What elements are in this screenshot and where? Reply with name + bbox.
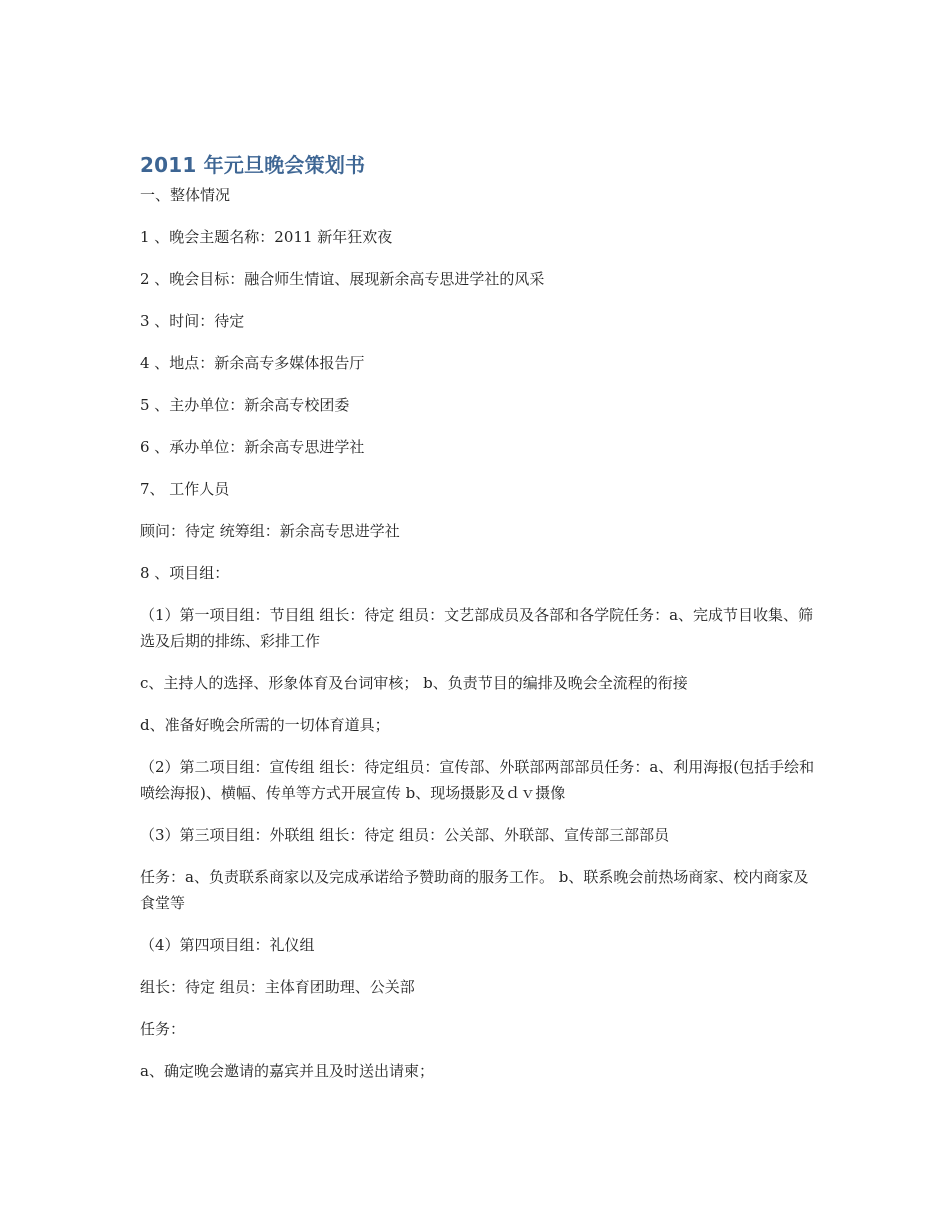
paragraph-organizer: 5 、主办单位：新余高专校团委: [140, 396, 350, 414]
paragraph-undertaker: 6 、承办单位：新余高专思进学社: [140, 438, 365, 456]
paragraph-group-4-tasks-label: 任务：: [140, 1020, 186, 1038]
paragraph-advisor: 顾问：待定 统筹组：新余高专思进学社: [140, 522, 400, 540]
paragraph-goal: 2 、晚会目标：融合师生情谊、展现新余高专思进学社的风采: [140, 270, 545, 288]
paragraph-group-2: （2）第二项目组：宣传组 组长：待定组员：宣传部、外联部两部部员任务：a、利用海报(包括手绘和喷绘海报)、横幅、传单等方式开展宣传 b、现场摄影及ｄｖ摄像: [140, 758, 815, 802]
paragraph-time: 3 、时间：待定: [140, 312, 245, 330]
paragraph-project-groups: 8 、项目组：: [140, 564, 230, 582]
paragraph-group-4-task-a: a、确定晚会邀请的嘉宾并且及时送出请柬；: [140, 1062, 434, 1080]
paragraph-group-1: （1）第一项目组：节目组 组长：待定 组员：文艺部成员及各部和各学院任务：a、完成节目收集、筛选及后期的排练、彩排工作: [140, 606, 814, 650]
paragraph-group-4-members: 组长：待定 组员：主体育团助理、公关部: [140, 978, 415, 996]
paragraph-group-4: （4）第四项目组：礼仪组: [140, 936, 315, 954]
document-page: [140, 150, 820, 1100]
section-heading-overview: 一、整体情况: [140, 186, 231, 204]
paragraph-group-1-tasks-d: d、准备好晚会所需的一切体育道具；: [140, 716, 390, 734]
paragraph-staff: 7、 工作人员: [140, 480, 230, 498]
document-title: 2011 年元旦晚会策划书: [140, 153, 366, 177]
paragraph-theme: 1 、晚会主题名称：2011 新年狂欢夜: [140, 228, 393, 246]
paragraph-group-3: （3）第三项目组：外联组 组长：待定 组员：公关部、外联部、宣传部三部部员: [140, 826, 670, 844]
paragraph-group-1-tasks-c: c、主持人的选择、形象体育及台词审核； b、负责节目的编排及晚会全流程的衔接: [140, 674, 688, 692]
paragraph-location: 4 、地点：新余高专多媒体报告厅: [140, 354, 365, 372]
paragraph-group-3-tasks: 任务：a、负责联系商家以及完成承诺给予赞助商的服务工作。 b、联系晚会前热场商家、校内商家及食堂等: [140, 868, 809, 912]
